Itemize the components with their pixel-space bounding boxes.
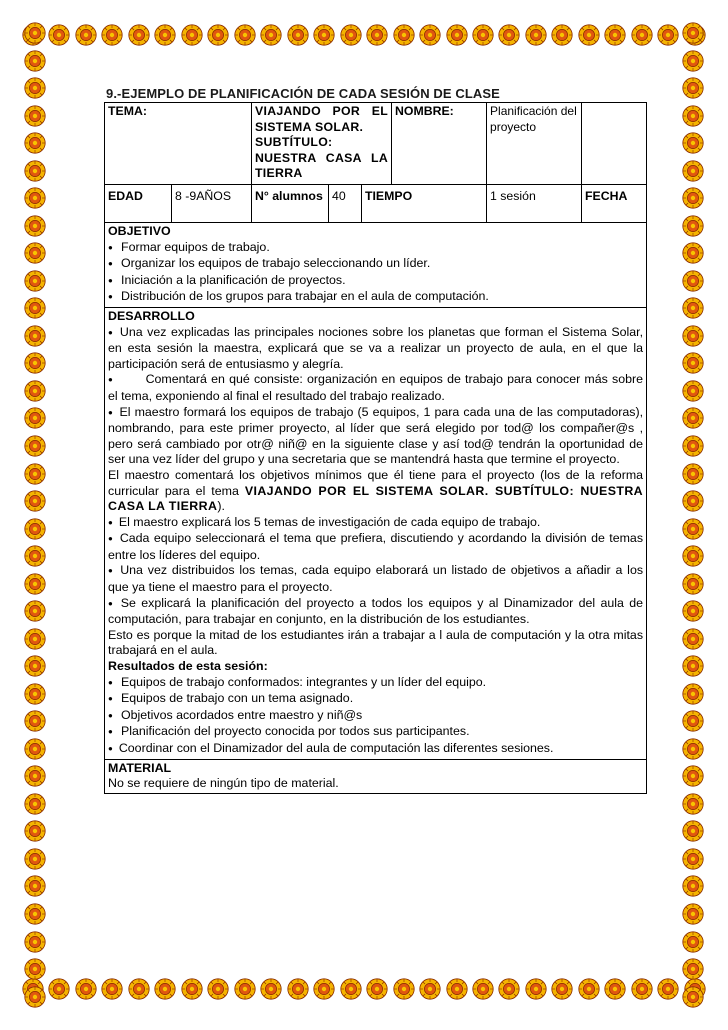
border-right xyxy=(682,22,704,1008)
sun-ornament-icon xyxy=(393,978,415,1000)
tema-row xyxy=(105,103,647,185)
sun-ornament-icon xyxy=(24,518,46,540)
sun-ornament-icon xyxy=(682,931,704,953)
sun-ornament-icon xyxy=(313,24,335,46)
alumnos-value: 40 xyxy=(329,185,362,223)
sun-ornament-icon xyxy=(498,978,520,1000)
sun-ornament-icon xyxy=(682,215,704,237)
sun-ornament-icon xyxy=(24,187,46,209)
desarrollo-row xyxy=(105,307,647,759)
sun-ornament-icon xyxy=(578,24,600,46)
sun-ornament-icon xyxy=(24,242,46,264)
sun-ornament-icon xyxy=(657,978,679,1000)
sun-ornament-icon xyxy=(682,518,704,540)
sun-ornament-icon xyxy=(260,978,282,1000)
sun-ornament-icon xyxy=(24,986,46,1008)
sun-ornament-icon xyxy=(24,132,46,154)
sun-ornament-icon xyxy=(313,978,335,1000)
desarrollo-label: DESARROLLO xyxy=(108,308,195,323)
sun-ornament-icon xyxy=(234,978,256,1000)
desarrollo-paragraph: ● Coordinar con el Dinamizador del aula de computación las diferentes sesiones. xyxy=(108,741,643,758)
sun-ornament-icon xyxy=(682,875,704,897)
sun-ornament-icon xyxy=(631,978,653,1000)
sun-ornament-icon xyxy=(207,978,229,1000)
sun-ornament-icon xyxy=(340,24,362,46)
sun-ornament-icon xyxy=(24,545,46,567)
list-item: ● Equipos de trabajo con un tema asignado. xyxy=(108,691,643,708)
sun-ornament-icon xyxy=(682,655,704,677)
desarrollo-paragraph: ● Se explicará la planificación del proyecto a todos los equipos y al Dinamizador del aula de computación, para trabajar en conjunto, en la distribución de los estudiantes. xyxy=(108,596,643,628)
sun-ornament-icon xyxy=(682,986,704,1008)
sun-ornament-icon xyxy=(24,573,46,595)
sun-ornament-icon xyxy=(682,710,704,732)
sun-ornament-icon xyxy=(24,105,46,127)
sun-ornament-icon xyxy=(287,978,309,1000)
tiempo-value: 1 sesión xyxy=(487,185,582,223)
sun-ornament-icon xyxy=(682,105,704,127)
sun-ornament-icon xyxy=(287,24,309,46)
border-top xyxy=(22,24,706,46)
sun-ornament-icon xyxy=(128,24,150,46)
sun-ornament-icon xyxy=(24,765,46,787)
sun-ornament-icon xyxy=(24,352,46,374)
desarrollo-paragraph: ● Una vez explicadas las principales nociones sobre los planetas que forman el Sistema Solar, en esta sesión la maestra, explicará que se va a realizar un proyecto de aula, en el que la participación será de entusiasmo y alegría. xyxy=(108,325,643,373)
sun-ornament-icon xyxy=(393,24,415,46)
sun-ornament-icon xyxy=(682,903,704,925)
nombre-label: NOMBRE: xyxy=(392,103,487,185)
alumnos-label: N° alumnos xyxy=(252,185,329,223)
desarrollo-paragraph: ● El maestro formará los equipos de trabajo (5 equipos, 1 para cada una de las computadoras), nombrando, para este primer proyecto, al líder que será elegido por tod@ los compañer@s , pero será cambiado por otr@ niñ@ en la siguiente clase y así tod@ tendrán la oportunidad de ser una vez líder del grupo y una secretaria que se mantendrá hasta que termine el proyecto. xyxy=(108,405,643,468)
sun-ornament-icon xyxy=(24,77,46,99)
sun-ornament-icon xyxy=(366,978,388,1000)
desarrollo-paragraph: ● Comentará en qué consiste: organización en equipos de trabajo para conocer más sobre el tema, exponiendo al final el resultado del trabajo realizado. xyxy=(108,372,643,404)
sun-ornament-icon xyxy=(682,738,704,760)
sun-ornament-icon xyxy=(75,978,97,1000)
fecha-label: FECHA xyxy=(582,185,647,223)
sun-ornament-icon xyxy=(682,242,704,264)
sun-ornament-icon xyxy=(24,710,46,732)
list-item: ● Objetivos acordados entre maestro y niñ@s xyxy=(108,708,643,725)
sun-ornament-icon xyxy=(260,24,282,46)
sun-ornament-icon xyxy=(24,463,46,485)
sun-ornament-icon xyxy=(48,24,70,46)
sun-ornament-icon xyxy=(682,187,704,209)
tema-label: TEMA: xyxy=(105,103,252,185)
sun-ornament-icon xyxy=(24,820,46,842)
sun-ornament-icon xyxy=(154,24,176,46)
sun-ornament-icon xyxy=(682,22,704,44)
sun-ornament-icon xyxy=(682,132,704,154)
edad-label: EDAD xyxy=(105,185,172,223)
sun-ornament-icon xyxy=(631,24,653,46)
sun-ornament-icon xyxy=(24,297,46,319)
sun-ornament-icon xyxy=(657,24,679,46)
sun-ornament-icon xyxy=(682,793,704,815)
sun-ornament-icon xyxy=(446,24,468,46)
sun-ornament-icon xyxy=(101,24,123,46)
sun-ornament-icon xyxy=(24,655,46,677)
list-item: ● Planificación del proyecto conocida por todos sus participantes. xyxy=(108,724,643,741)
sun-ornament-icon xyxy=(551,978,573,1000)
sun-ornament-icon xyxy=(24,628,46,650)
sun-ornament-icon xyxy=(682,270,704,292)
material-label: MATERIAL xyxy=(108,760,172,775)
sun-ornament-icon xyxy=(682,958,704,980)
sun-ornament-icon xyxy=(604,24,626,46)
sun-ornament-icon xyxy=(24,490,46,512)
sun-ornament-icon xyxy=(682,380,704,402)
resultados-label: Resultados de esta sesión: xyxy=(108,659,268,674)
sun-ornament-icon xyxy=(24,738,46,760)
sun-ornament-icon xyxy=(24,50,46,72)
info-row xyxy=(105,185,647,223)
tiempo-label: TIEMPO xyxy=(362,185,487,223)
sun-ornament-icon xyxy=(682,77,704,99)
sun-ornament-icon xyxy=(551,24,573,46)
sun-ornament-icon xyxy=(24,407,46,429)
sun-ornament-icon xyxy=(419,978,441,1000)
sun-ornament-icon xyxy=(472,24,494,46)
list-item: ● Formar equipos de trabajo. xyxy=(108,240,643,257)
sun-ornament-icon xyxy=(24,160,46,182)
material-text: No se requiere de ningún tipo de material. xyxy=(108,776,339,791)
sun-ornament-icon xyxy=(24,903,46,925)
sun-ornament-icon xyxy=(24,793,46,815)
sun-ornament-icon xyxy=(682,50,704,72)
sun-ornament-icon xyxy=(24,22,46,44)
desarrollo-paragraph: Esto es porque la mitad de los estudiantes irán a trabajar a l aula de computación y la otra mitas trabajará en el aula. xyxy=(108,627,644,658)
sun-ornament-icon xyxy=(682,545,704,567)
sun-ornament-icon xyxy=(48,978,70,1000)
sun-ornament-icon xyxy=(24,270,46,292)
edad-value: 8 -9AÑOS xyxy=(172,185,252,223)
sun-ornament-icon xyxy=(604,978,626,1000)
sun-ornament-icon xyxy=(682,352,704,374)
desarrollo-paragraph: ● Cada equipo seleccionará el tema que prefiera, discutiendo y acordando la división de temas entre los líderes del equipo. xyxy=(108,531,643,563)
sun-ornament-icon xyxy=(101,978,123,1000)
sun-ornament-icon xyxy=(128,978,150,1000)
list-item: ● Iniciación a la planificación de proyectos. xyxy=(108,273,643,290)
sun-ornament-icon xyxy=(682,683,704,705)
sun-ornament-icon xyxy=(24,215,46,237)
desarrollo-section xyxy=(105,307,647,759)
sun-ornament-icon xyxy=(498,24,520,46)
border-left xyxy=(24,22,46,1008)
sun-ornament-icon xyxy=(682,628,704,650)
tema-empty-cell xyxy=(582,103,647,185)
material-section xyxy=(105,759,647,793)
sun-ornament-icon xyxy=(682,848,704,870)
sun-ornament-icon xyxy=(24,958,46,980)
sun-ornament-icon xyxy=(682,490,704,512)
sun-ornament-icon xyxy=(578,978,600,1000)
tema-value: VIAJANDO POR EL SISTEMA SOLAR. SUBTÍTULO: NUESTRA CASA LA TIERRA xyxy=(252,103,392,185)
sun-ornament-icon xyxy=(419,24,441,46)
sun-ornament-icon xyxy=(682,325,704,347)
sun-ornament-icon xyxy=(682,160,704,182)
sun-ornament-icon xyxy=(75,24,97,46)
page-title: 9.-EJEMPLO DE PLANIFICACIÓN DE CADA SESIÓN DE CLASE xyxy=(106,86,500,101)
sun-ornament-icon xyxy=(366,24,388,46)
sun-ornament-icon xyxy=(682,435,704,457)
lesson-plan-page xyxy=(104,86,644,794)
sun-ornament-icon xyxy=(682,820,704,842)
border-bottom xyxy=(22,978,706,1000)
list-item: ● Organizar los equipos de trabajo seleccionando un líder. xyxy=(108,256,643,273)
sun-ornament-icon xyxy=(24,600,46,622)
sun-ornament-icon xyxy=(682,407,704,429)
sun-ornament-icon xyxy=(682,297,704,319)
lesson-plan-table xyxy=(104,102,647,794)
sun-ornament-icon xyxy=(682,573,704,595)
sun-ornament-icon xyxy=(24,435,46,457)
sun-ornament-icon xyxy=(24,380,46,402)
sun-ornament-icon xyxy=(234,24,256,46)
material-row xyxy=(105,759,647,793)
sun-ornament-icon xyxy=(24,848,46,870)
objetivo-row xyxy=(105,223,647,308)
sun-ornament-icon xyxy=(446,978,468,1000)
sun-ornament-icon xyxy=(682,463,704,485)
sun-ornament-icon xyxy=(525,978,547,1000)
desarrollo-paragraph: ● El maestro explicará los 5 temas de investigación de cada equipo de trabajo. xyxy=(108,515,643,532)
sun-ornament-icon xyxy=(682,600,704,622)
list-item: ● Distribución de los grupos para trabajar en el aula de computación. xyxy=(108,289,643,306)
objetivo-section xyxy=(105,223,647,308)
sun-ornament-icon xyxy=(24,683,46,705)
sun-ornament-icon xyxy=(472,978,494,1000)
sun-ornament-icon xyxy=(24,931,46,953)
sun-ornament-icon xyxy=(181,978,203,1000)
sun-ornament-icon xyxy=(154,978,176,1000)
sun-ornament-icon xyxy=(340,978,362,1000)
nombre-value: Planificación del proyecto xyxy=(487,103,582,185)
sun-ornament-icon xyxy=(682,765,704,787)
sun-ornament-icon xyxy=(24,325,46,347)
sun-ornament-icon xyxy=(181,24,203,46)
sun-ornament-icon xyxy=(207,24,229,46)
desarrollo-paragraph: El maestro comentará los objetivos mínimos que él tiene para el proyecto (los de la reforma curricular para el tema VIAJANDO POR EL SISTEMA SOLAR. SUBTÍTULO: NUESTRA CASA LA TIERRA). xyxy=(108,467,644,514)
sun-ornament-icon xyxy=(525,24,547,46)
sun-ornament-icon xyxy=(24,875,46,897)
list-item: ● Equipos de trabajo conformados: integrantes y un líder del equipo. xyxy=(108,675,643,692)
objetivo-label: OBJETIVO xyxy=(108,224,171,238)
desarrollo-paragraph: ● Una vez distribuidos los temas, cada equipo elaborará un listado de objetivos a añadir a los que ya tiene el maestro para el proyecto. xyxy=(108,563,643,595)
